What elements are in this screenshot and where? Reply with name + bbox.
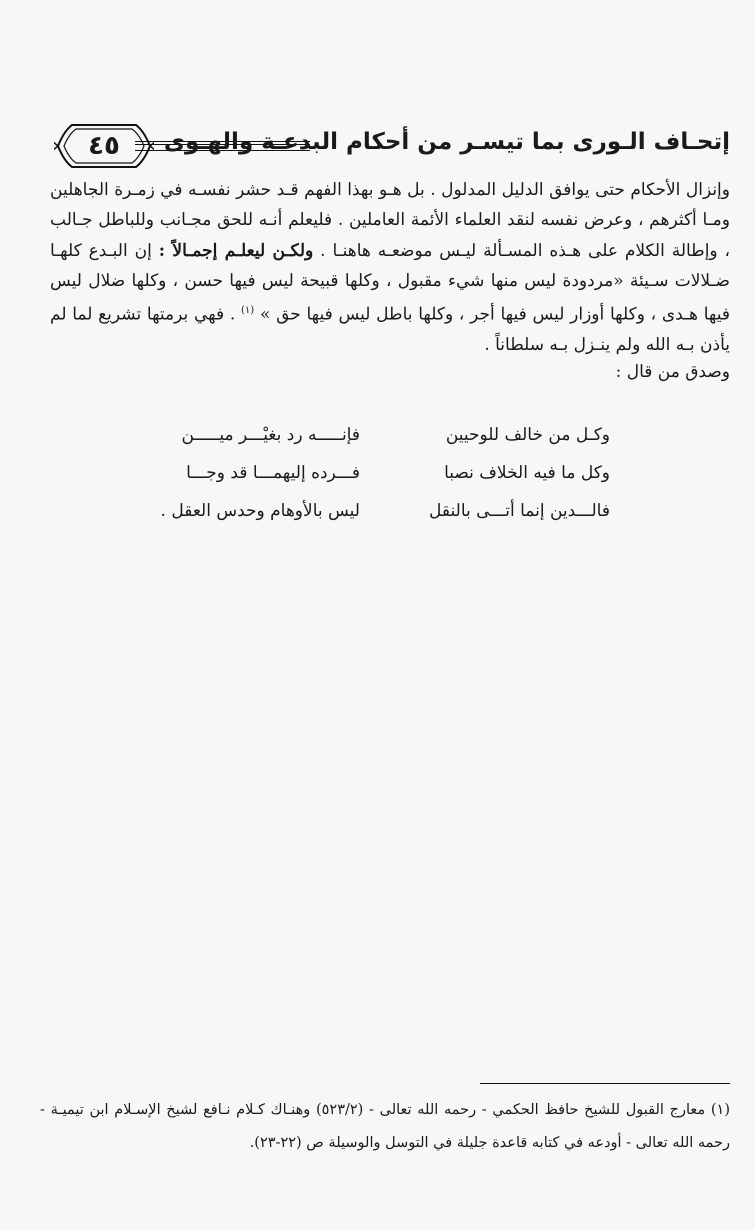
footnote-separator bbox=[480, 1083, 730, 1084]
poem bbox=[160, 425, 610, 539]
verse-line bbox=[170, 463, 610, 501]
footnote-reference: (١) bbox=[241, 305, 255, 317]
verse-line bbox=[170, 425, 610, 463]
paragraph-text: إن البـدع كلهـا ضـلالات سـيئة «مردودة ليس منها شيء مقبول ، وكلها قبيحة ليس فيها حسن ، وكلها ضلال ليس فيها هـدى ، وكلها أوزار ليس فيها أجر ، وكلها باطل ليس فيها حق » bbox=[50, 240, 731, 325]
emphasis-text: ولكـن ليعلـم إجمـالاً : bbox=[158, 240, 314, 261]
verse-second-half: فإنـــــه رد بغيْـــر ميـــــن bbox=[181, 425, 360, 445]
page-number: ٤٥ bbox=[88, 131, 120, 161]
verse-second-half: ليس بالأوهام وحدس العقل . bbox=[160, 501, 360, 521]
verse-first-half: وكل ما فيه الخلاف نصبا bbox=[444, 463, 610, 483]
main-text bbox=[50, 175, 730, 360]
footnotes bbox=[40, 1094, 730, 1160]
footnote: (١) معارج القبول للشيخ حافظ الحكمي - رحمه الله تعالى - (٥٢٣/٢) وهنـاك كـلام نـافع لشيخ الإسـلام ابن تيميـة - رحمه الله تعالى - أودعه في كتابه قاعدة جليلة في التوسل والوسيلة ص (٢٢-٢٣). bbox=[40, 1102, 730, 1151]
page-header bbox=[40, 115, 730, 177]
paragraph-text: وإنزال الأحكام حتى يوافق الدليل المدلول . بل هـو بهذا الفهم قـد حشر نفسـه في زمـرة الجاهلين ومـا أكثرهم ، وعرض نفسه لنقد العلماء الأئمة العاملين . فليعلم أنـه للحق مجـانب وللباطل جـالب ، وإطالة الكلام على هـذه المسـألة ليـس موضعـه هاهنـا . bbox=[50, 180, 731, 261]
verse-intro: وصدق من قال : bbox=[615, 362, 730, 382]
verse-first-half: فالـــدين إنما أتـــى بالنقل bbox=[429, 501, 610, 521]
verse-second-half: فـــرده إليهمـــا قد وجـــا bbox=[186, 463, 360, 483]
paragraph-text: . فهي برمتها تشريع لما لم يأذن بـه الله ولم ينـزل بـه سلطاناً . bbox=[50, 304, 730, 356]
running-title: إتحـاف الـورى بما تيسـر من أحكام البدعـة والهـوى bbox=[163, 129, 730, 155]
paragraph bbox=[50, 175, 730, 360]
verse-line bbox=[160, 501, 610, 539]
verse-first-half: وكـل من خالف للوحيين bbox=[445, 425, 610, 445]
